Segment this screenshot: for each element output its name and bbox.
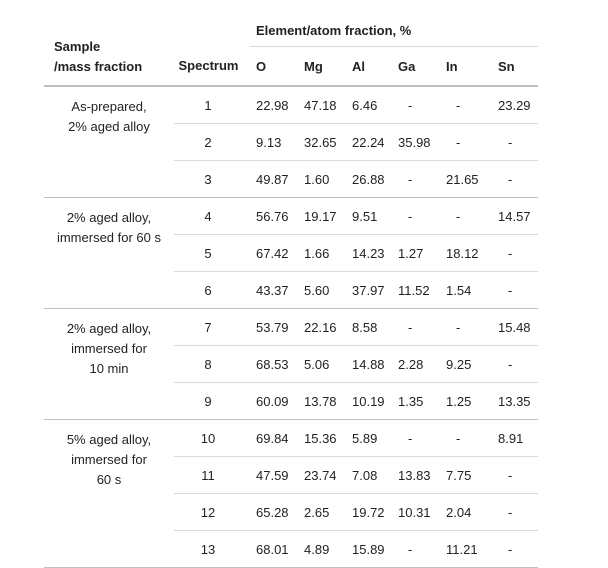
value-cell-sn: - — [492, 235, 538, 272]
spectrum-cell: 12 — [174, 494, 250, 531]
value-cell-o: 43.37 — [250, 272, 298, 309]
element-header-sn: Sn — [492, 47, 538, 87]
spectrum-cell: 2 — [174, 124, 250, 161]
value-cell-o: 53.79 — [250, 309, 298, 346]
value-cell-ga: - — [392, 309, 440, 346]
value-cell-ga: 1.35 — [392, 383, 440, 420]
value-cell-mg: 19.17 — [298, 198, 346, 235]
element-header-o: O — [250, 47, 298, 87]
value-cell-in: 1.54 — [440, 272, 492, 309]
spectrum-cell: 7 — [174, 309, 250, 346]
value-cell-mg: 1.66 — [298, 235, 346, 272]
value-cell-al: 14.88 — [346, 346, 392, 383]
spectrum-cell: 5 — [174, 235, 250, 272]
value-cell-o: 22.98 — [250, 86, 298, 124]
spectrum-cell: 8 — [174, 346, 250, 383]
value-cell-sn: - — [492, 272, 538, 309]
value-cell-mg: 15.36 — [298, 420, 346, 457]
value-cell-in: 9.25 — [440, 346, 492, 383]
value-cell-in: - — [440, 124, 492, 161]
value-cell-sn: - — [492, 346, 538, 383]
value-cell-sn: - — [492, 457, 538, 494]
value-cell-mg: 13.78 — [298, 383, 346, 420]
value-cell-o: 68.53 — [250, 346, 298, 383]
value-cell-o: 49.87 — [250, 161, 298, 198]
sample-header-line1: Sample — [54, 39, 101, 54]
sample-line: 2% aged alloy, — [66, 321, 152, 336]
sample-line: immersed for — [71, 341, 147, 356]
spectrum-header-spacer — [174, 0, 250, 47]
value-cell-mg: 32.65 — [298, 124, 346, 161]
value-cell-al: 15.89 — [346, 531, 392, 568]
composition-table — [44, 0, 538, 568]
spectrum-cell: 4 — [174, 198, 250, 235]
element-header-ga: Ga — [392, 47, 440, 87]
sample-line: 2% aged alloy — [68, 119, 150, 134]
value-cell-in: - — [440, 420, 492, 457]
value-cell-al: 5.89 — [346, 420, 392, 457]
value-cell-mg: 47.18 — [298, 86, 346, 124]
value-cell-o: 56.76 — [250, 198, 298, 235]
sample-line: 5% aged alloy, — [66, 432, 152, 447]
spectrum-header: Spectrum — [174, 47, 250, 87]
value-cell-o: 9.13 — [250, 124, 298, 161]
value-cell-o: 47.59 — [250, 457, 298, 494]
spectrum-cell: 13 — [174, 531, 250, 568]
value-cell-o: 69.84 — [250, 420, 298, 457]
value-cell-in: 11.21 — [440, 531, 492, 568]
value-cell-in: - — [440, 309, 492, 346]
sample-cell — [44, 86, 174, 198]
value-cell-al: 7.08 — [346, 457, 392, 494]
element-header-in: In — [440, 47, 492, 87]
value-cell-ga: 35.98 — [392, 124, 440, 161]
sample-cell — [44, 198, 174, 309]
sample-line: As-prepared, — [71, 99, 147, 114]
table-row — [44, 198, 538, 235]
value-cell-mg: 1.60 — [298, 161, 346, 198]
value-cell-ga: 2.28 — [392, 346, 440, 383]
sample-cell — [44, 309, 174, 420]
value-cell-sn: - — [492, 531, 538, 568]
value-cell-mg: 5.60 — [298, 272, 346, 309]
value-cell-o: 68.01 — [250, 531, 298, 568]
value-cell-in: 21.65 — [440, 161, 492, 198]
value-cell-in: 7.75 — [440, 457, 492, 494]
spectrum-cell: 6 — [174, 272, 250, 309]
value-cell-al: 22.24 — [346, 124, 392, 161]
value-cell-al: 26.88 — [346, 161, 392, 198]
value-cell-mg: 22.16 — [298, 309, 346, 346]
value-cell-mg: 2.65 — [298, 494, 346, 531]
sample-header — [44, 0, 174, 86]
value-cell-ga: - — [392, 198, 440, 235]
sample-line: immersed for 60 s — [56, 230, 162, 245]
value-cell-al: 10.19 — [346, 383, 392, 420]
value-cell-sn: 23.29 — [492, 86, 538, 124]
value-cell-in: - — [440, 86, 492, 124]
value-cell-sn: 15.48 — [492, 309, 538, 346]
value-cell-sn: 13.35 — [492, 383, 538, 420]
value-cell-mg: 23.74 — [298, 457, 346, 494]
value-cell-o: 65.28 — [250, 494, 298, 531]
value-cell-ga: - — [392, 531, 440, 568]
value-cell-mg: 5.06 — [298, 346, 346, 383]
sample-cell — [44, 420, 174, 568]
value-cell-ga: 1.27 — [392, 235, 440, 272]
sample-header-line2: /mass fraction — [54, 59, 143, 74]
value-cell-sn: 8.91 — [492, 420, 538, 457]
value-cell-ga: 10.31 — [392, 494, 440, 531]
value-cell-in: 2.04 — [440, 494, 492, 531]
value-cell-ga: - — [392, 161, 440, 198]
value-cell-al: 19.72 — [346, 494, 392, 531]
spectrum-cell: 1 — [174, 86, 250, 124]
value-cell-ga: - — [392, 420, 440, 457]
element-header-mg: Mg — [298, 47, 346, 87]
value-cell-o: 67.42 — [250, 235, 298, 272]
value-cell-al: 14.23 — [346, 235, 392, 272]
value-cell-in: 18.12 — [440, 235, 492, 272]
sample-line: 10 min — [89, 361, 129, 376]
value-cell-ga: 11.52 — [392, 272, 440, 309]
element-header-al: Al — [346, 47, 392, 87]
table-row — [44, 309, 538, 346]
spectrum-cell: 3 — [174, 161, 250, 198]
value-cell-ga: - — [392, 86, 440, 124]
table-row — [44, 420, 538, 457]
value-cell-al: 6.46 — [346, 86, 392, 124]
element-group-header: Element/atom fraction, % — [250, 0, 538, 47]
spectrum-cell: 11 — [174, 457, 250, 494]
table-body — [44, 86, 538, 568]
header-row-1 — [44, 0, 538, 47]
value-cell-al: 8.58 — [346, 309, 392, 346]
table-row — [44, 86, 538, 124]
value-cell-al: 9.51 — [346, 198, 392, 235]
sample-line: immersed for — [71, 452, 147, 467]
spectrum-cell: 10 — [174, 420, 250, 457]
value-cell-o: 60.09 — [250, 383, 298, 420]
value-cell-sn: - — [492, 161, 538, 198]
value-cell-in: - — [440, 198, 492, 235]
value-cell-mg: 4.89 — [298, 531, 346, 568]
spectrum-cell: 9 — [174, 383, 250, 420]
value-cell-sn: 14.57 — [492, 198, 538, 235]
value-cell-ga: 13.83 — [392, 457, 440, 494]
value-cell-al: 37.97 — [346, 272, 392, 309]
value-cell-sn: - — [492, 124, 538, 161]
value-cell-sn: - — [492, 494, 538, 531]
value-cell-in: 1.25 — [440, 383, 492, 420]
sample-line: 60 s — [96, 472, 122, 487]
sample-line: 2% aged alloy, — [66, 210, 152, 225]
